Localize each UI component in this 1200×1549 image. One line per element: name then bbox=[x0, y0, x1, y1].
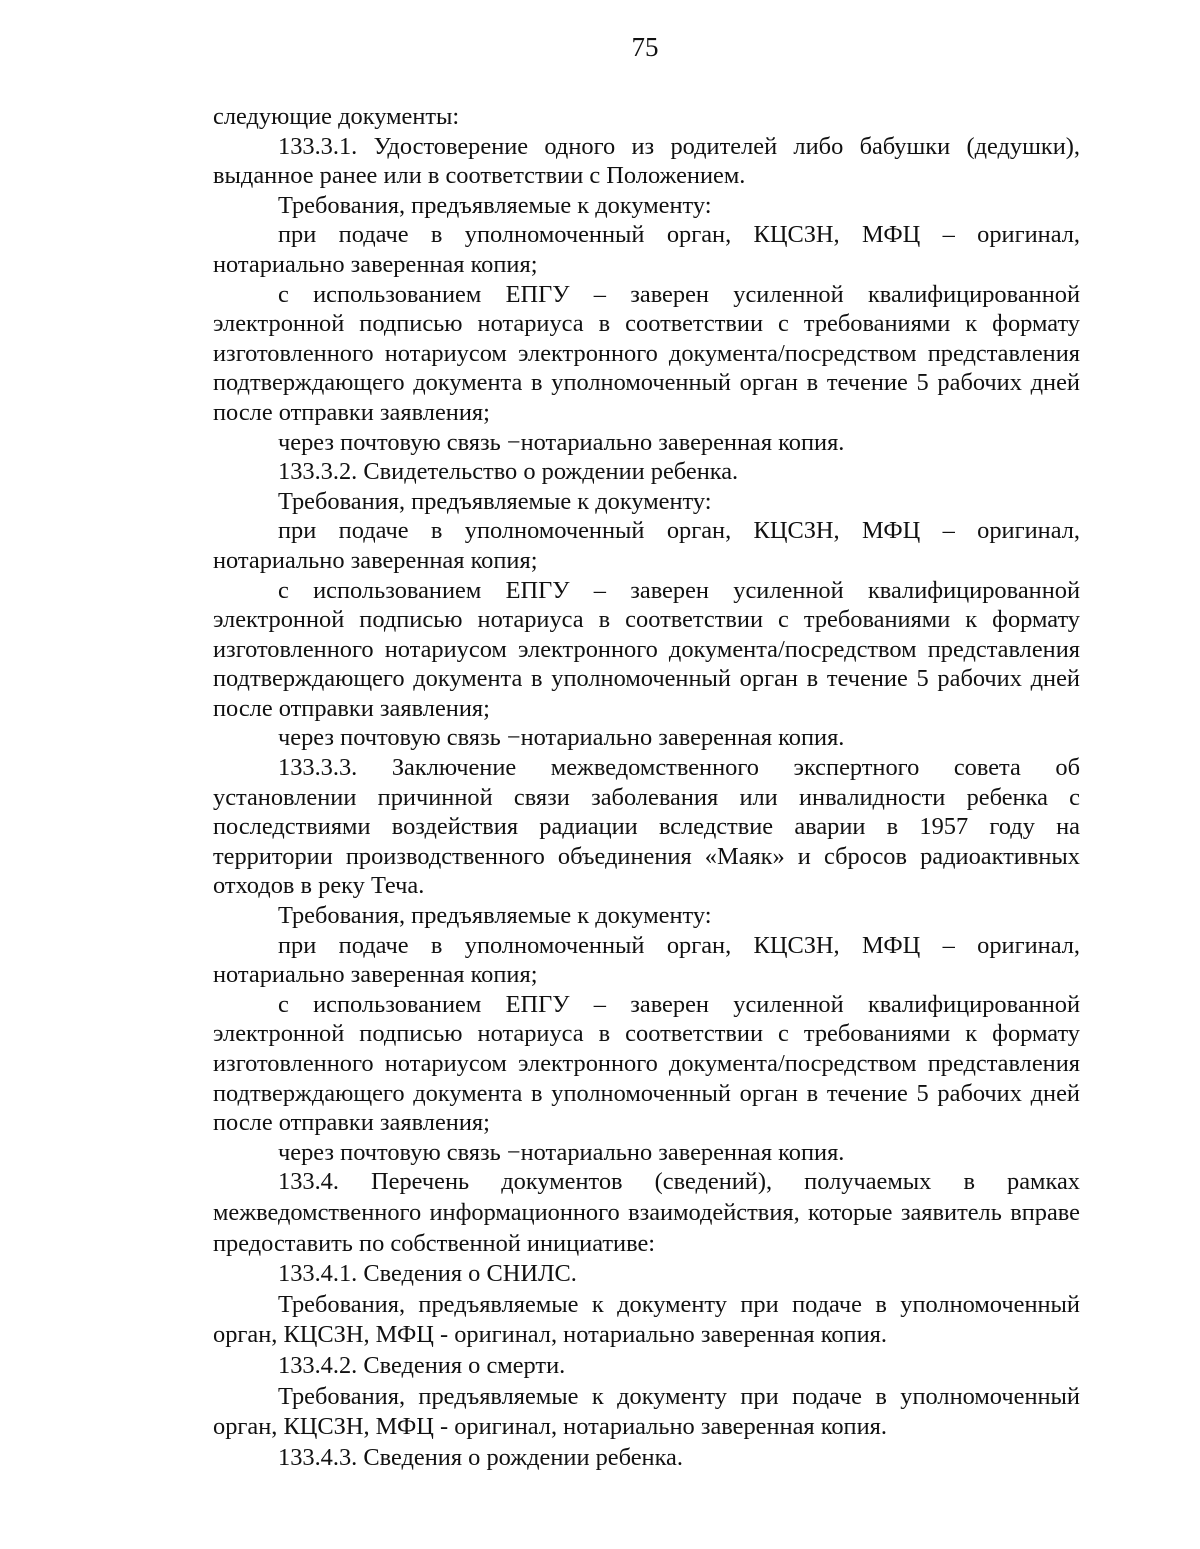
paragraph: Требования, предъявляемые к документу: bbox=[278, 487, 712, 515]
paragraph: 133.3.2. Свидетельство о рождении ребенка. bbox=[278, 458, 739, 486]
paragraph: с использованием ЕПГУ – заверен усиленной квалифицированной электронной подписью нотариуса в соответствии с требованиями к формату изготовленного нотариусом электронного документа/посредством представления подтверждающего документа в уполномоченный орган в течение 5 рабочих дней после отправки заявления; bbox=[213, 280, 1080, 426]
paragraph: 133.4. Перечень документов (сведений), получаемых в рамках межведомственного информационного взаимодействия, которые заявитель вправе предоставить по собственной инициативе: bbox=[213, 1168, 1080, 1257]
paragraph: Требования, предъявляемые к документу при подаче в уполномоченный орган, КЦСЗН, МФЦ - оригинал, нотариально заверенная копия. bbox=[213, 1382, 1080, 1441]
paragraph: 133.4.3. Сведения о рождении ребенка. bbox=[278, 1443, 683, 1471]
paragraph: 133.4.1. Сведения о СНИЛС. bbox=[278, 1260, 577, 1288]
paragraph: 133.3.1. Удостоверение одного из родителей либо бабушки (дедушки), выданное ранее или в соответствии с Положением. bbox=[213, 132, 1080, 190]
paragraph: через почтовую связь −нотариально заверенная копия. bbox=[278, 428, 845, 456]
paragraph: с использованием ЕПГУ – заверен усиленной квалифицированной электронной подписью нотариуса в соответствии с требованиями к формату изготовленного нотариусом электронного документа/посредством представления подтверждающего документа в уполномоченный орган в течение 5 рабочих дней после отправки заявления; bbox=[213, 990, 1080, 1137]
paragraph: при подаче в уполномоченный орган, КЦСЗН, МФЦ – оригинал, нотариально заверенная копия; bbox=[213, 931, 1080, 989]
paragraph: 133.4.2. Сведения о смерти. bbox=[278, 1351, 566, 1379]
paragraph: Требования, предъявляемые к документу при подаче в уполномоченный орган, КЦСЗН, МФЦ - оригинал, нотариально заверенная копия. bbox=[213, 1290, 1080, 1349]
paragraph: 133.3.3. Заключение межведомственного экспертного совета об установлении причинной связи заболевания или инвалидности ребенка с последствиями воздействия радиации вследствие аварии в 1957 году на территории производственного объединения «Маяк» и сбросов радиоактивных отходов в реку Теча. bbox=[213, 754, 1080, 900]
paragraph: при подаче в уполномоченный орган, КЦСЗН, МФЦ – оригинал, нотариально заверенная копия; bbox=[213, 221, 1080, 278]
document-body bbox=[213, 102, 1080, 1473]
paragraph: через почтовую связь −нотариально заверенная копия. bbox=[278, 1138, 845, 1166]
paragraph: с использованием ЕПГУ – заверен усиленной квалифицированной электронной подписью нотариуса в соответствии с требованиями к формату изготовленного нотариусом электронного документа/посредством представления подтверждающего документа в уполномоченный орган в течение 5 рабочих дней после отправки заявления; bbox=[213, 576, 1080, 722]
paragraph: при подаче в уполномоченный орган, КЦСЗН, МФЦ – оригинал, нотариально заверенная копия; bbox=[213, 517, 1080, 574]
paragraph: следующие документы: bbox=[213, 103, 460, 130]
paragraph: через почтовую связь −нотариально заверенная копия. bbox=[278, 724, 845, 752]
paragraph: Требования, предъявляемые к документу: bbox=[278, 191, 712, 219]
paragraph: Требования, предъявляемые к документу: bbox=[278, 902, 712, 930]
page-number: 75 bbox=[631, 32, 659, 62]
